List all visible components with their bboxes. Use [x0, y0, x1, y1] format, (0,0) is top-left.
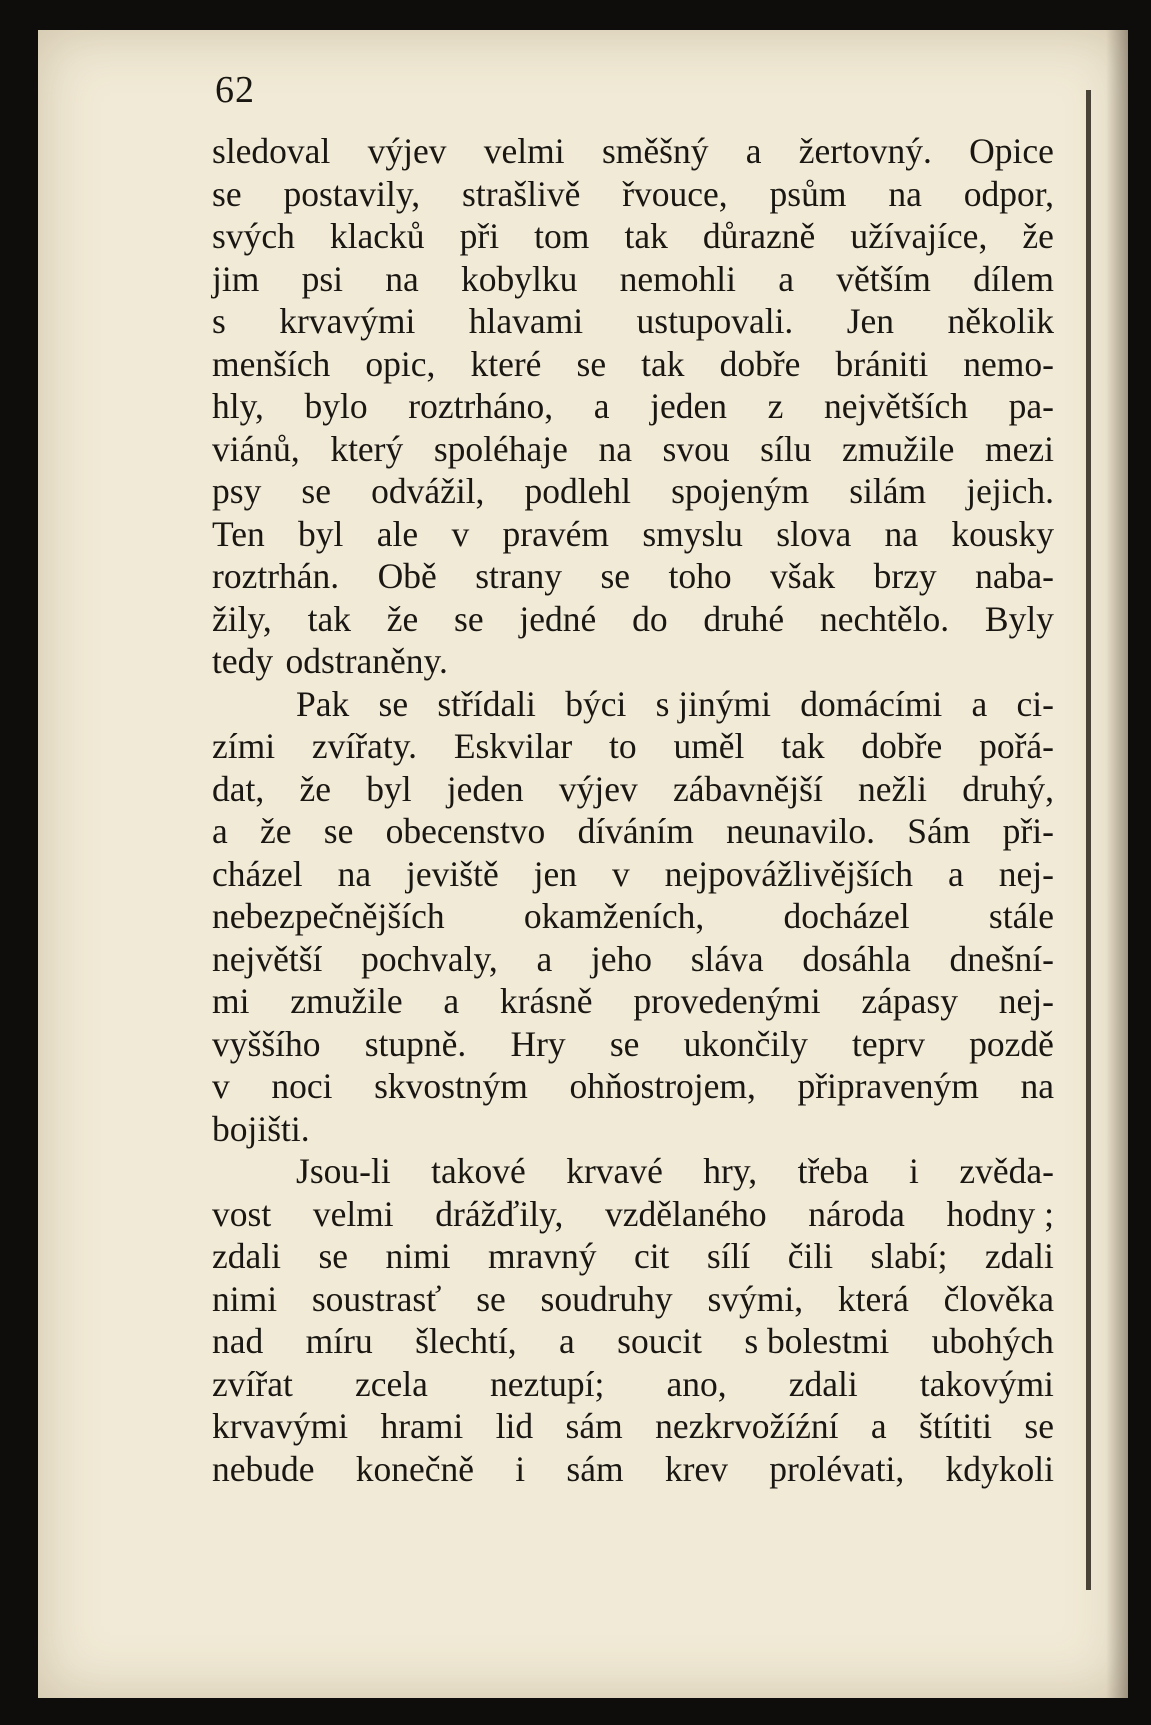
- text-word: jeden: [650, 386, 728, 426]
- text-word: nimi: [385, 1236, 451, 1276]
- text-word: i: [909, 1151, 919, 1191]
- text-word: zvířat: [212, 1363, 293, 1404]
- text-word: kousky: [951, 513, 1054, 554]
- text-word: dobře: [719, 343, 801, 384]
- text-line: [212, 895, 1054, 938]
- text-word: člověka: [943, 1278, 1054, 1319]
- text-line: [212, 640, 1054, 683]
- text-word: velmi: [483, 131, 565, 171]
- text-word: strašlivě: [462, 173, 581, 214]
- text-word: dat,: [212, 768, 265, 809]
- text-word: spoléhaje: [433, 428, 568, 469]
- text-word: při: [459, 216, 500, 256]
- text-word: a: [948, 853, 964, 894]
- text-word: prolévati,: [769, 1448, 905, 1489]
- text-line: [212, 810, 1054, 853]
- text-word: psy: [212, 471, 262, 511]
- text-word: bojišti.: [212, 1108, 310, 1149]
- text-word: nejpovážlivějších: [664, 853, 914, 894]
- text-word: býci: [565, 683, 627, 724]
- text-word: lid: [495, 1406, 534, 1446]
- text-line: [212, 173, 1054, 216]
- text-line: [212, 980, 1054, 1023]
- text-word: že: [299, 768, 331, 809]
- text-word: zápasy: [861, 981, 958, 1021]
- text-word: pa-: [1008, 386, 1054, 426]
- text-line: [212, 1278, 1054, 1321]
- text-word: velmi: [312, 1193, 394, 1234]
- text-word: hry,: [703, 1151, 758, 1191]
- text-word: že: [1022, 216, 1054, 256]
- text-word: Pak: [296, 683, 350, 724]
- text-word: menších: [212, 343, 331, 384]
- text-word: smyslu: [642, 513, 743, 554]
- text-word: byl: [298, 513, 344, 554]
- text-line: [212, 470, 1054, 513]
- text-word: na: [385, 258, 419, 299]
- text-word: nebezpečnějších: [212, 896, 445, 936]
- text-word: sám: [565, 1406, 623, 1446]
- text-word: řvouce,: [622, 173, 728, 214]
- text-word: krásně: [499, 981, 593, 1021]
- text-line: [212, 598, 1054, 641]
- text-word: hlavami: [468, 301, 584, 341]
- text-word: jeho: [590, 938, 653, 979]
- text-word: se: [378, 683, 409, 724]
- page-number: 62: [215, 69, 255, 111]
- text-line: [212, 725, 1054, 768]
- text-word: psům: [769, 173, 847, 214]
- text-word: konečně: [355, 1448, 475, 1489]
- text-line: [212, 130, 1054, 173]
- text-word: zábavnější: [673, 768, 823, 809]
- text-word: odpor,: [963, 173, 1054, 214]
- text-word: který: [330, 428, 404, 469]
- text-word: Obě: [377, 556, 437, 596]
- text-word: cit: [633, 1236, 670, 1276]
- text-word: nežli: [858, 768, 928, 809]
- text-word: hly,: [212, 386, 264, 426]
- text-line: [212, 768, 1054, 811]
- text-word: dnešní-: [949, 938, 1054, 979]
- text-word: nebude: [212, 1448, 315, 1489]
- text-word: na: [337, 853, 372, 894]
- text-line: [212, 853, 1054, 896]
- text-word: a: [745, 131, 762, 171]
- text-word: jejich.: [966, 471, 1054, 511]
- text-word: větším: [836, 258, 931, 299]
- text-word: že: [386, 598, 419, 639]
- text-word: zvířaty.: [311, 726, 418, 766]
- text-word: ale: [376, 513, 419, 554]
- text-word: zdali: [212, 1236, 281, 1276]
- text-line: [212, 1193, 1054, 1236]
- text-word: pozdě: [969, 1023, 1054, 1064]
- text-word: domácími: [800, 683, 943, 724]
- text-word: provedenými: [633, 981, 821, 1021]
- text-word: v: [451, 513, 470, 554]
- text-word: a: [559, 1321, 575, 1361]
- text-line: [212, 300, 1054, 343]
- text-word: opic,: [365, 343, 436, 384]
- text-word: na: [1020, 1066, 1054, 1106]
- text-line: [212, 1023, 1054, 1066]
- text-word: dobře: [861, 726, 943, 766]
- text-word: jen: [533, 853, 578, 894]
- text-word: mi: [212, 981, 250, 1021]
- text-word: obecenstvo: [385, 811, 546, 851]
- text-word: naba-: [975, 556, 1054, 596]
- text-word: národa: [808, 1193, 905, 1234]
- text-word: noci: [271, 1066, 333, 1106]
- text-word: důrazně: [702, 216, 816, 256]
- text-word: a: [870, 1406, 887, 1446]
- text-line: [212, 1405, 1054, 1448]
- text-word: na: [884, 513, 919, 554]
- text-word: odstraněny.: [285, 641, 448, 681]
- text-word: odvážil,: [371, 471, 485, 511]
- text-word: připraveným: [797, 1066, 979, 1106]
- text-line: [212, 1235, 1054, 1278]
- text-word: sílu: [760, 428, 812, 469]
- text-word: se: [454, 598, 484, 639]
- text-word: toho: [668, 556, 732, 596]
- text-word: se: [576, 343, 607, 384]
- text-word: nimi: [212, 1278, 278, 1319]
- text-word: tak: [624, 216, 668, 256]
- text-word: pravém: [502, 513, 609, 554]
- text-word: brzy: [873, 556, 937, 596]
- text-word: s bolestmi: [744, 1321, 890, 1361]
- text-line: [212, 1448, 1054, 1491]
- text-word: na: [598, 428, 632, 469]
- text-word: střídali: [437, 683, 536, 724]
- text-word: nej-: [998, 853, 1054, 894]
- text-word: a: [443, 981, 460, 1021]
- text-word: a: [536, 938, 553, 979]
- text-word: se: [323, 811, 354, 851]
- text-word: a: [212, 811, 228, 851]
- text-word: docházel: [783, 896, 910, 936]
- text-word: ustupovali.: [636, 301, 794, 341]
- text-word: jim: [212, 258, 260, 299]
- text-word: s jinými: [655, 683, 771, 724]
- text-word: svých: [212, 216, 295, 256]
- text-word: to: [609, 726, 637, 766]
- text-word: soustrasť: [311, 1278, 442, 1319]
- text-word: nechtělo.: [819, 598, 950, 639]
- text-word: druhé: [703, 598, 785, 639]
- text-word: klacků: [329, 216, 425, 256]
- text-word: a: [778, 258, 794, 299]
- text-word: vost: [212, 1193, 272, 1234]
- text-word: z: [767, 386, 784, 426]
- text-word: byl: [366, 768, 412, 809]
- text-word: v: [611, 853, 630, 894]
- text-word: slova: [776, 513, 852, 554]
- text-word: se: [476, 1278, 506, 1319]
- text-word: slabí;: [870, 1236, 948, 1276]
- text-word: tedy: [212, 641, 274, 681]
- text-word: ci-: [1016, 683, 1054, 724]
- text-word: výjev: [558, 768, 638, 809]
- text-word: dosáhla: [802, 938, 911, 979]
- text-word: sledoval: [212, 131, 331, 171]
- text-word: zdali: [984, 1236, 1054, 1276]
- text-word: ano,: [666, 1363, 727, 1404]
- text-word: takové: [431, 1151, 526, 1191]
- text-word: štítiti: [918, 1406, 992, 1446]
- text-word: žertovný.: [798, 131, 932, 171]
- text-word: krvavými: [279, 301, 416, 341]
- text-line: [212, 343, 1054, 386]
- text-word: Sám: [907, 811, 971, 851]
- text-word: šlechtí,: [415, 1321, 517, 1361]
- text-word: brániti: [835, 343, 929, 384]
- text-word: mravný: [488, 1236, 597, 1276]
- text-word: zmužile: [842, 428, 955, 469]
- text-line: [212, 1065, 1054, 1108]
- text-word: nej-: [998, 981, 1054, 1021]
- text-word: výjev: [367, 131, 447, 171]
- text-word: míru: [305, 1321, 373, 1361]
- text-word: sám: [566, 1448, 624, 1489]
- text-word: při-: [1002, 811, 1054, 851]
- text-word: bylo: [304, 386, 368, 426]
- text-word: zcela: [354, 1363, 428, 1404]
- text-line: [212, 683, 1054, 726]
- text-word: tak: [307, 598, 351, 639]
- page-gutter-line: [1086, 90, 1091, 1590]
- text-word: tom: [534, 216, 590, 256]
- text-word: vyššího: [212, 1023, 321, 1064]
- text-word: tak: [641, 343, 685, 384]
- text-word: druhý,: [962, 768, 1054, 809]
- text-word: se: [301, 471, 331, 511]
- text-word: kdykoli: [945, 1448, 1054, 1489]
- text-word: Ten: [212, 513, 265, 554]
- text-line: [212, 1363, 1054, 1406]
- text-word: krvavé: [566, 1151, 663, 1191]
- text-word: které: [470, 343, 542, 384]
- text-word: krvavými: [212, 1406, 349, 1446]
- text-line: [212, 1150, 1054, 1193]
- text-word: že: [260, 811, 292, 851]
- text-word: svými,: [707, 1278, 804, 1319]
- text-word: pochvaly,: [361, 938, 498, 979]
- text-word: Opice: [969, 131, 1054, 171]
- text-word: s: [212, 301, 226, 341]
- text-word: čili: [787, 1236, 834, 1276]
- text-word: zdali: [788, 1363, 858, 1404]
- text-word: několik: [947, 301, 1054, 341]
- text-word: podlehl: [524, 471, 631, 511]
- text-word: neztupí;: [489, 1363, 605, 1404]
- text-word: díváním: [577, 811, 694, 851]
- text-word: ukončily: [683, 1023, 808, 1064]
- text-word: Byly: [984, 598, 1054, 639]
- text-word: roztrhán.: [212, 556, 340, 596]
- text-word: jedné: [519, 598, 597, 639]
- text-line: [212, 513, 1054, 556]
- text-word: Jsou-li: [296, 1151, 391, 1191]
- text-line: [212, 1108, 1054, 1151]
- text-word: tak: [781, 726, 825, 766]
- text-word: psi: [301, 258, 344, 299]
- body-text: [212, 130, 1054, 1490]
- text-word: nemohli: [619, 258, 736, 299]
- text-word: teprv: [852, 1023, 925, 1064]
- text-word: drážďily,: [435, 1193, 564, 1234]
- text-word: na: [888, 173, 922, 214]
- text-word: uměl: [673, 726, 745, 766]
- text-word: nezkrvožíźní: [655, 1406, 839, 1446]
- text-word: spojeným: [671, 471, 810, 511]
- text-word: zmužile: [290, 981, 403, 1021]
- text-word: se: [318, 1236, 349, 1276]
- text-line: [212, 258, 1054, 301]
- text-word: největší: [212, 938, 323, 979]
- text-word: třeba: [797, 1151, 869, 1191]
- text-line: [212, 215, 1054, 258]
- text-word: která: [837, 1278, 909, 1319]
- text-word: zími: [212, 726, 276, 766]
- text-word: zvěda-: [959, 1151, 1054, 1191]
- text-word: největších: [824, 386, 968, 426]
- text-word: strany: [475, 556, 562, 596]
- text-word: ohňostrojem,: [569, 1066, 756, 1106]
- text-word: směšný: [601, 131, 709, 171]
- text-line: [212, 428, 1054, 471]
- text-word: jeviště: [406, 853, 499, 894]
- text-word: se: [212, 173, 242, 214]
- text-word: do: [632, 598, 668, 639]
- text-line: [212, 385, 1054, 428]
- text-word: soucit: [617, 1321, 702, 1361]
- text-word: Hry: [510, 1023, 566, 1064]
- text-word: dílem: [973, 258, 1054, 299]
- text-word: se: [1024, 1406, 1054, 1446]
- text-word: svou: [662, 428, 730, 469]
- text-word: neunavilo.: [726, 811, 876, 851]
- text-word: vzdělaného: [605, 1193, 767, 1234]
- text-word: krev: [664, 1448, 728, 1489]
- text-word: kobylku: [461, 258, 578, 299]
- text-word: soudruhy: [540, 1278, 673, 1319]
- text-word: roztrháno,: [408, 386, 554, 426]
- text-word: užívajíce,: [850, 216, 988, 256]
- text-word: postavily,: [283, 173, 421, 214]
- text-word: hrami: [380, 1406, 464, 1446]
- text-word: skvostným: [374, 1066, 528, 1106]
- text-word: ubohých: [931, 1321, 1054, 1361]
- text-word: jeden: [446, 768, 524, 809]
- text-word: Eskvilar: [453, 726, 573, 766]
- text-word: a: [971, 683, 988, 724]
- text-word: cházel: [212, 853, 303, 894]
- text-word: žily,: [212, 598, 272, 639]
- text-word: však: [770, 556, 836, 596]
- text-word: v: [212, 1066, 230, 1106]
- text-word: stupně.: [364, 1023, 467, 1064]
- text-word: hodny ;: [946, 1193, 1054, 1234]
- text-line: [212, 555, 1054, 598]
- text-word: sílí: [706, 1236, 751, 1276]
- text-line: [212, 1320, 1054, 1363]
- text-word: se: [600, 556, 631, 596]
- text-word: takovými: [919, 1363, 1054, 1404]
- text-word: mezi: [984, 428, 1054, 469]
- text-word: nad: [212, 1321, 264, 1361]
- text-word: silám: [849, 471, 927, 511]
- text-word: viánů,: [212, 428, 300, 469]
- text-word: se: [609, 1023, 640, 1064]
- text-word: sláva: [690, 938, 764, 979]
- text-line: [212, 938, 1054, 981]
- text-word: nemo-: [963, 343, 1054, 384]
- page-edge-shadow: [1106, 30, 1128, 1698]
- text-word: pořá-: [979, 726, 1054, 766]
- text-word: a: [593, 386, 610, 426]
- text-word: stále: [988, 896, 1054, 936]
- text-word: i: [515, 1448, 526, 1489]
- text-word: okamženích,: [523, 896, 705, 936]
- text-word: Jen: [846, 301, 895, 341]
